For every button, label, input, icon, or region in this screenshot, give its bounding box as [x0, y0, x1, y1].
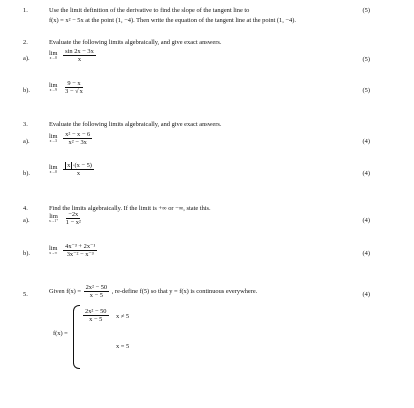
q4b-fraction: $\frac{\text{4x⁻³ + 2x⁻¹}}{\text{3x⁻² − x⁻³}}$ [65, 243, 96, 259]
q4a-marks: (4) [362, 217, 370, 224]
brace [73, 305, 80, 369]
q2b-limit: lim x→9 [49, 82, 58, 93]
q3b-fraction: $\frac{x \cdot(x - 5)}{x}$ [63, 162, 94, 177]
q3a-fraction: $\frac{\text{x² − x − 6}}{\text{x² − 3x}}$ [65, 131, 91, 147]
q4a-fraction: $\frac{-2x}{\text{1 − x²}}$ [65, 211, 81, 227]
q3-number: 3. [23, 121, 28, 128]
q5-number: 5. [23, 291, 28, 298]
q3-text: Evaluate the following limits algebraically, and give exact answers. [49, 121, 222, 128]
q4-text: Find the limits algebraically. If the limit is +∞ or −∞, state this. [49, 205, 211, 212]
q2-number: 2. [23, 39, 28, 46]
q2a-marks: (5) [362, 56, 370, 63]
piecewise-case1-expression: $\frac{\text{2x² − 50}}{x - 5}$ [85, 308, 107, 324]
q2a-limit: lim x→0 [49, 50, 58, 61]
q2a-label: a). [23, 55, 30, 62]
q3b-label: b). [23, 170, 30, 177]
q3a-expression [49, 131, 93, 146]
q4b-label: b). [23, 250, 30, 257]
q4a-expression [49, 211, 84, 226]
q1-marks: (5) [362, 7, 370, 14]
q3a-label: a). [23, 138, 30, 145]
q1-text-line1: Use the limit definition of the derivative to find the slope of the tangent line to [49, 7, 250, 14]
q4a-label: a). [23, 217, 30, 224]
q4b-expression [49, 243, 98, 258]
q2b-marks: (5) [362, 87, 370, 94]
q3a-marks: (4) [362, 138, 370, 145]
piecewise-case2-condition: x = 5 [116, 343, 130, 350]
q4a-limit: lim x→1⁺ [49, 213, 59, 224]
q4-number: 4. [23, 205, 28, 212]
piecewise-definition [73, 305, 193, 367]
q3b-expression [49, 162, 95, 177]
q1-number: 1. [23, 7, 28, 14]
q3a-limit: lim x→3 [49, 133, 58, 144]
q5-text: Given f(x) = $\frac{\text{2x² − 50}}{x - 5}$ , re-define f(5) so that y = f(x) is continuous everywhere. [49, 284, 258, 300]
q4b-limit: lim x→∞ [49, 245, 58, 256]
q3b-limit: lim x→0 [49, 164, 58, 175]
q2a-expression [49, 48, 97, 63]
q5-fraction: $\frac{\text{2x² − 50}}{x - 5}$ [85, 284, 108, 300]
q2b-expression [49, 80, 86, 95]
q3b-marks: (4) [362, 170, 370, 177]
piecewise-case1-condition: x ≠ 5 [116, 313, 130, 320]
q2a-fraction: $\frac{\sin 2x - 3x}{x}$ [65, 48, 94, 64]
q1-text-line2: f(x) = x² − 5x at the point (1, −4). Then write the equation of the tangent line at the point (1, −4). [49, 17, 296, 24]
q2b-fraction: $\frac{9 - x}{3 - √x}$ [65, 80, 83, 96]
q5-marks: (4) [362, 291, 370, 298]
q2-text: Evaluate the following limits algebraically, and give exact answers. [49, 39, 222, 46]
q4b-marks: (4) [362, 250, 370, 257]
piecewise-label: f(x) = [53, 330, 68, 337]
q2b-label: b). [23, 87, 30, 94]
